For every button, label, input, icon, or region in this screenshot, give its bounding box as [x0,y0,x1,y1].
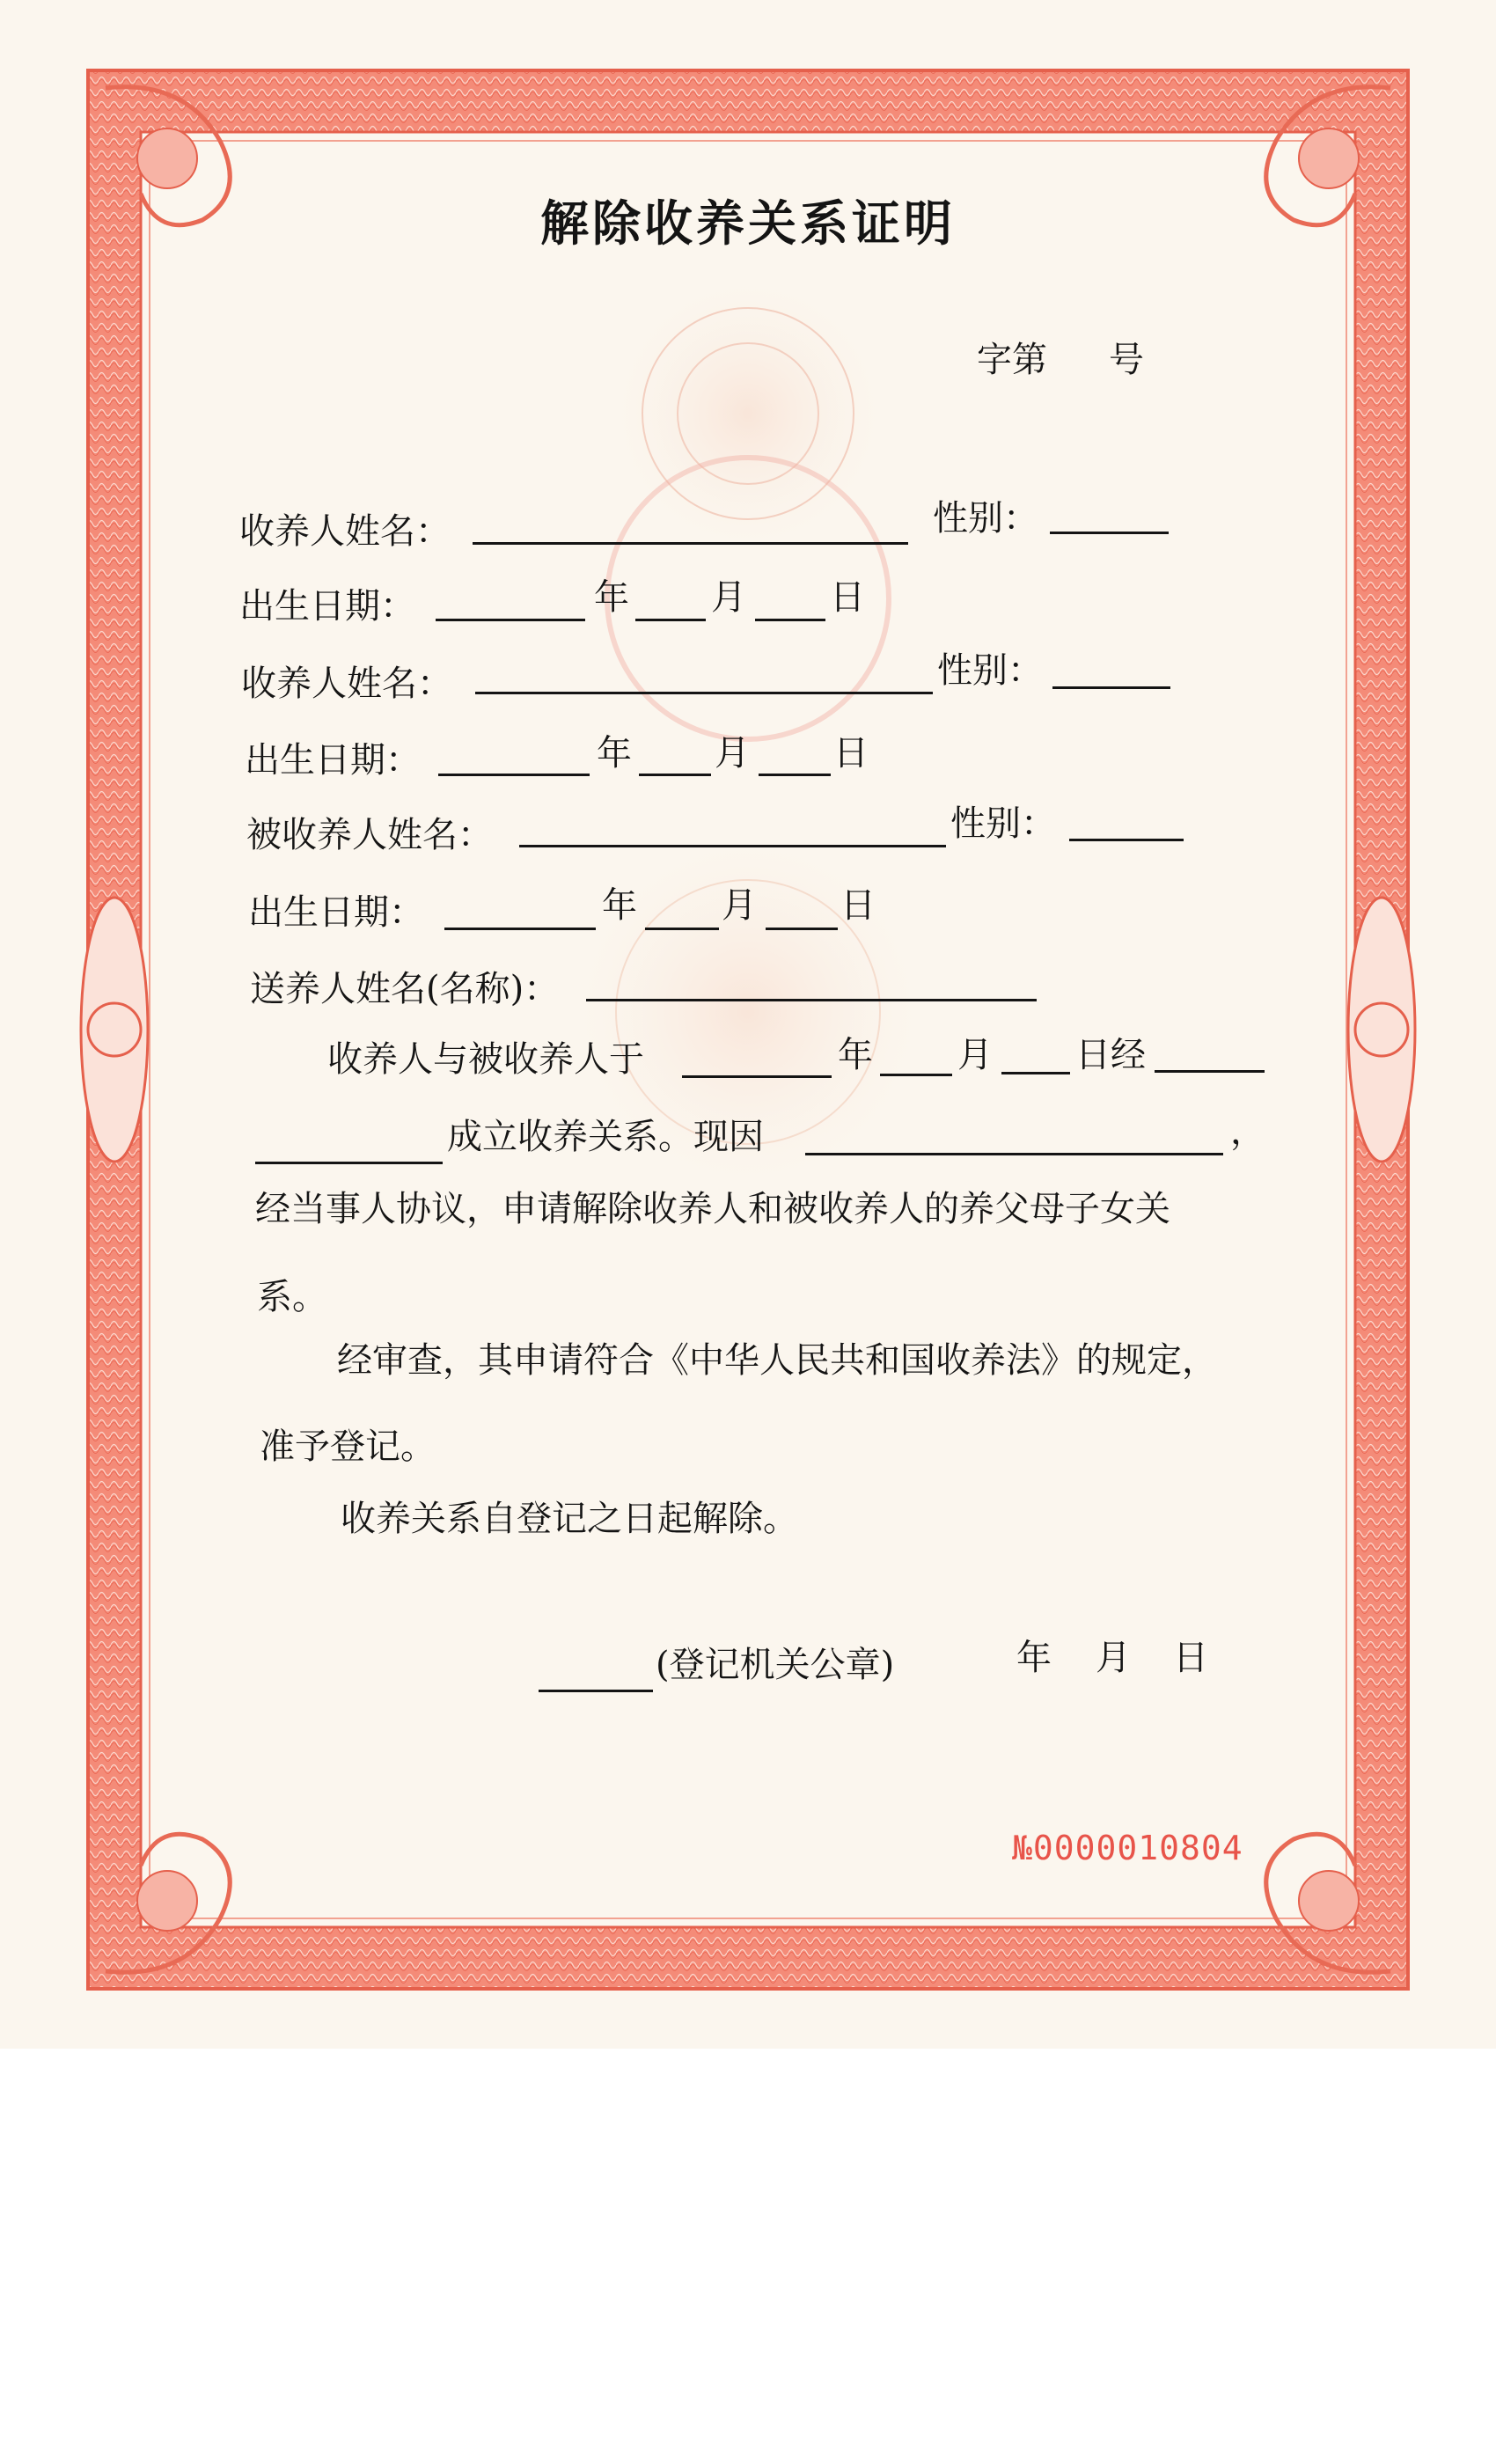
adoptee-name-blank[interactable] [519,845,946,847]
p1-line2-text: 成立收养关系。现因 [447,1117,764,1157]
p1-year-label: 年 [838,1035,873,1075]
birth2-year-blank[interactable] [438,774,590,776]
sign-month-label: 月 [1096,1638,1131,1678]
p1-day-blank[interactable] [1001,1072,1070,1074]
birth2-day-label: 日 [833,733,869,774]
birth1-year-blank[interactable] [436,619,585,621]
giver-name-label: 送养人姓名(名称)： [250,969,560,1009]
p1-reason-blank[interactable] [805,1153,1223,1155]
ref-hao-label: 号 [1109,340,1144,380]
birth1-day-label: 日 [830,577,865,618]
adopter1-name-label: 收养人姓名： [239,511,451,552]
p1-month-label: 月 [957,1035,993,1075]
serial-number: №0000010804 [1012,1829,1243,1867]
reference-number [977,339,1144,381]
birth2-month-label: 月 [715,733,750,774]
birth3-label: 出生日期： [248,892,424,933]
p1-line1-text: 收养人与被收养人于 [327,1039,644,1080]
sign-year-label: 年 [1016,1638,1052,1678]
birth3-year-blank[interactable] [444,928,596,930]
p3-text: 收养关系自登记之日起解除。 [341,1499,798,1539]
adopter1-gender-label: 性别： [933,498,1038,539]
birth2-year-label: 年 [597,733,632,774]
p1-agency-blank-1[interactable] [1155,1070,1265,1073]
p1-line4-text: 系。 [257,1277,327,1317]
p1-year-blank[interactable] [682,1075,832,1078]
birth2-day-blank[interactable] [759,774,831,776]
p1-month-blank[interactable] [880,1074,952,1076]
adopter1-gender-blank[interactable] [1050,532,1169,534]
seal-label: (登记机关公章) [656,1645,895,1685]
adoptee-gender-label: 性别： [950,803,1056,844]
adoptee-gender-blank[interactable] [1069,839,1184,841]
birth3-year-label: 年 [602,885,637,926]
seal-blank[interactable] [539,1690,653,1692]
p1-line3-text: 经当事人协议，申请解除收养人和被收养人的养父母子女关 [255,1189,1170,1229]
p2-line2-text: 准予登记。 [260,1426,436,1467]
p2-line1-text: 经审查，其申请符合《中华人民共和国收养法》的规定， [337,1340,1217,1381]
birth2-label: 出生日期： [245,740,421,781]
adopter2-gender-blank[interactable] [1052,686,1170,689]
adoptee-name-label: 被收养人姓名： [246,815,493,855]
birth1-month-label: 月 [711,577,746,618]
birth1-day-blank[interactable] [755,619,825,621]
birth1-month-blank[interactable] [635,619,706,621]
page-title: 解除收养关系证明 [539,194,956,252]
birth1-year-label: 年 [594,577,629,618]
p1-day-label: 日经 [1075,1035,1146,1075]
birth2-month-blank[interactable] [639,774,711,776]
ref-zi-label: 字第 [977,340,1047,380]
birth3-day-label: 日 [840,885,876,926]
birth1-label: 出生日期： [239,586,415,627]
p1-comma: ， [1230,1111,1265,1152]
sign-day-label: 日 [1173,1638,1208,1678]
birth3-month-blank[interactable] [645,928,719,930]
adopter2-gender-label: 性别： [937,650,1043,691]
birth3-month-label: 月 [722,885,757,926]
adopter2-name-blank[interactable] [475,692,933,694]
adopter1-name-blank[interactable] [473,542,908,545]
giver-name-blank[interactable] [586,999,1037,1001]
adopter2-name-label: 收养人姓名： [241,664,452,704]
birth3-day-blank[interactable] [766,928,838,930]
p1-agency-blank-2[interactable] [255,1162,443,1164]
